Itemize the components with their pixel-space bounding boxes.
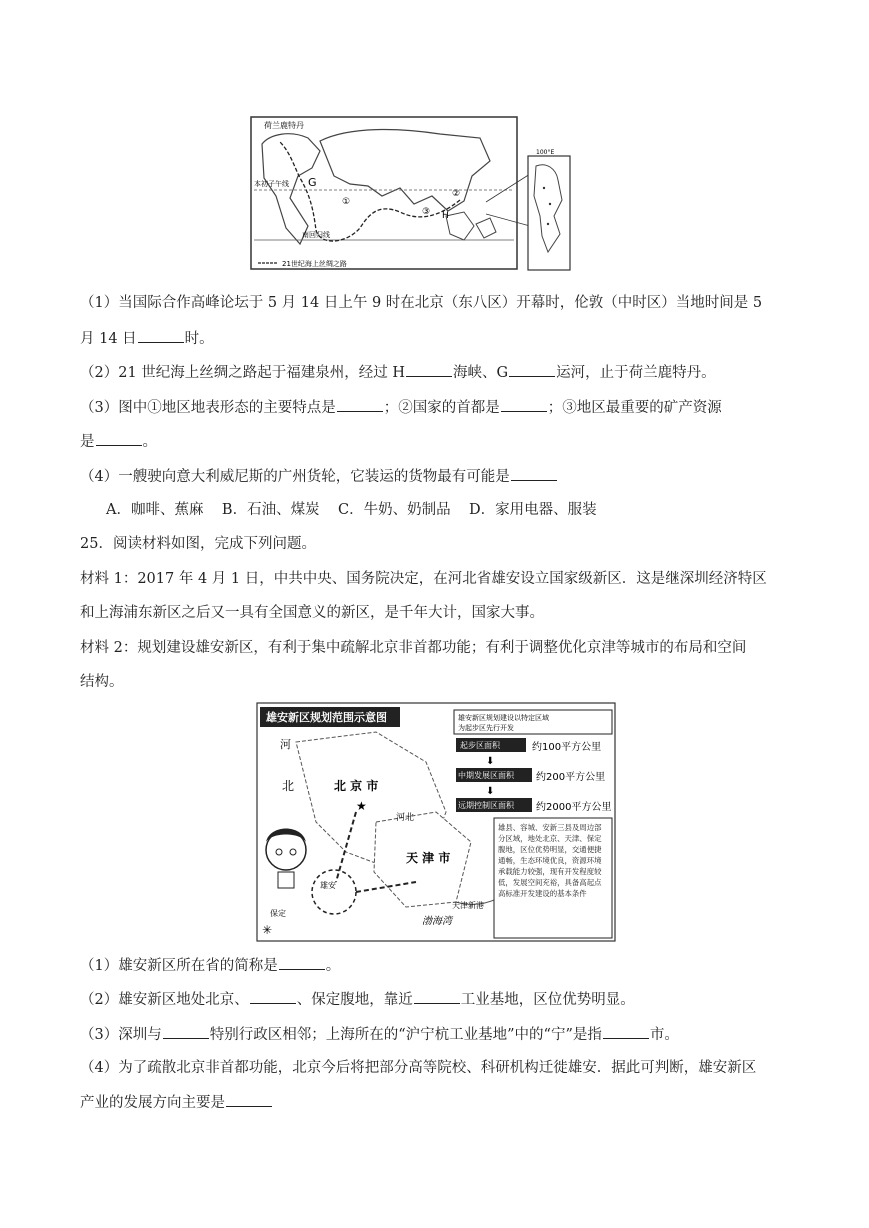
silk-road-map-svg bbox=[250, 116, 572, 272]
q24-part4 bbox=[80, 466, 558, 487]
label-xiongan: 雄安 bbox=[320, 881, 336, 890]
answer-blank[interactable] bbox=[406, 362, 452, 377]
xiongan-map-title: 雄安新区规划范围示意图 bbox=[266, 711, 387, 724]
label-bohai: 渤海湾 bbox=[422, 916, 452, 927]
sun-icon: ✳ bbox=[262, 923, 273, 937]
label-beijing: 北 京 市 bbox=[334, 779, 379, 793]
answer-blank[interactable] bbox=[250, 989, 296, 1004]
q25-material1-line2: 和上海浦东新区之后又一具有全国意义的新区，是千年大计，国家大事。 bbox=[80, 605, 544, 621]
q24-part1-line2 bbox=[80, 328, 214, 349]
plan-row-label: 远期控制区面积 bbox=[458, 801, 514, 810]
q24-part3-text: （3）图中①地区地表形态的主要特点是 bbox=[80, 400, 336, 416]
answer-blank[interactable] bbox=[414, 989, 460, 1004]
label-meridian: 本初子午线 bbox=[254, 180, 289, 188]
label-tianjin-port: 天津新港 bbox=[452, 901, 484, 910]
q24-part3b-text-end: 。 bbox=[142, 434, 157, 450]
q24-options: A．咖啡、蕉麻 B．石油、煤炭 C．牛奶、奶制品 D．家用电器、服装 bbox=[106, 502, 597, 518]
q24-part3-line1 bbox=[80, 397, 722, 418]
answer-blank[interactable] bbox=[337, 397, 383, 412]
plan-row-value: 约100平方公里 bbox=[532, 742, 602, 753]
plan-note: 雄县、容城、安新三县及周边部分区域，地处北京、天津、保定腹地，区位优势明显，交通便捷通畅，生态环境优良，资源环境承载能力较强，现有开发程度较低，发展空间充裕，具备高起点高标准开发建设的基本条件 bbox=[498, 823, 602, 898]
q25-part3 bbox=[80, 1024, 679, 1045]
plan-row-value: 约200平方公里 bbox=[536, 772, 606, 783]
q25-part3-text-mid: 特别行政区相邻；上海所在的“沪宁杭工业基地”中的“宁”是指 bbox=[209, 1027, 602, 1043]
q24-part2 bbox=[80, 362, 716, 383]
q24-part2-text-mid: 海峡、G bbox=[453, 365, 509, 381]
q25-part4-line1: （4）为了疏散北京非首都功能，北京今后将把部分高等院校、科研机构迁徙雄安．据此可判断，雄安新区 bbox=[80, 1060, 757, 1076]
answer-blank[interactable] bbox=[96, 431, 142, 446]
q25-part4-text: 产业的发展方向主要是 bbox=[80, 1095, 225, 1111]
q25-part1-text: （1）雄安新区所在省的简称是 bbox=[80, 958, 278, 974]
label-tropic: 南回归线 bbox=[302, 231, 330, 239]
star-icon: ★ bbox=[356, 799, 367, 813]
answer-blank[interactable] bbox=[138, 328, 184, 343]
label-tianjin: 天 津 市 bbox=[406, 851, 451, 865]
q25-material1-line1: 材料 1：2017 年 4 月 1 日，中共中央、国务院决定，在河北省雄安设立国家级新区．这是继深圳经济特区 bbox=[80, 571, 767, 587]
q25-part1 bbox=[80, 955, 340, 976]
q25-part3-text: （3）深圳与 bbox=[80, 1027, 162, 1043]
inset-longitude: 100°E bbox=[536, 149, 555, 156]
q24-part4-text: （4）一艘驶向意大利威尼斯的广州货轮，它装运的货物最有可能是 bbox=[80, 469, 510, 485]
q25-part1-text-end: 。 bbox=[325, 958, 341, 974]
arrow-down-icon: ⬇ bbox=[486, 756, 495, 767]
answer-blank[interactable] bbox=[603, 1024, 649, 1039]
answer-blank[interactable] bbox=[501, 397, 547, 412]
arrow-down-icon: ⬇ bbox=[486, 786, 495, 797]
q25-part2-text: （2）雄安新区地处北京、 bbox=[80, 992, 249, 1008]
label-baoding: 保定 bbox=[270, 909, 286, 918]
label-langfang: 河北 bbox=[396, 813, 415, 823]
label-g: G bbox=[308, 176, 317, 189]
q25-part4-line2 bbox=[80, 1092, 273, 1113]
answer-blank[interactable] bbox=[511, 466, 557, 481]
label-he: 河 bbox=[280, 738, 291, 751]
plan-header-1: 雄安新区规划建设以特定区域 bbox=[458, 714, 549, 722]
xiongan-map-svg bbox=[256, 702, 616, 942]
q25-material2-line2: 结构。 bbox=[80, 674, 124, 690]
xiongan-map bbox=[256, 702, 616, 942]
label-rotterdam: 荷兰鹿特丹 bbox=[264, 121, 304, 130]
q25-part2-text-mid: 、保定腹地，靠近 bbox=[296, 992, 413, 1008]
q24-part1-text-end: 时。 bbox=[184, 331, 214, 347]
plan-row-value: 约2000平方公里 bbox=[536, 802, 612, 813]
q25-part2-text-end: 工业基地，区位优势明显。 bbox=[460, 992, 635, 1008]
q25-material2-line1: 材料 2：规划建设雄安新区，有利于集中疏解北京非首都功能；有利于调整优化京津等城市的布局和空间 bbox=[80, 640, 747, 656]
q24-part3b-text: 是 bbox=[80, 434, 95, 450]
q24-part3-line2 bbox=[80, 431, 157, 452]
q24-part3-text-mid: ；②国家的首都是 bbox=[383, 400, 500, 416]
plan-row-label: 中期发展区面积 bbox=[458, 771, 514, 780]
label-hebei: 北 bbox=[282, 779, 295, 793]
plan-header-2: 为起步区先行开发 bbox=[458, 724, 514, 732]
label-region-3: ③ bbox=[422, 207, 431, 217]
q24-part3-text-end: ；③地区最重要的矿产资源 bbox=[547, 400, 722, 416]
silk-road-map bbox=[250, 116, 572, 272]
answer-blank[interactable] bbox=[226, 1092, 272, 1107]
q25-part2 bbox=[80, 989, 635, 1010]
q24-part1-line1: （1）当国际合作高峰论坛于 5 月 14 日上午 9 时在北京（东八区）开幕时，伦敦（中时区）当地时间是 5 bbox=[80, 295, 763, 311]
legend-route: 21世纪海上丝绸之路 bbox=[282, 260, 347, 268]
label-region-1: ① bbox=[342, 197, 351, 207]
plan-row-label: 起步区面积 bbox=[460, 741, 500, 750]
answer-blank[interactable] bbox=[163, 1024, 209, 1039]
q25-part3-text-end: 市。 bbox=[649, 1027, 679, 1043]
answer-blank[interactable] bbox=[509, 362, 555, 377]
q24-part1-text: 月 14 日 bbox=[80, 331, 137, 347]
answer-blank[interactable] bbox=[279, 955, 325, 970]
label-h: H bbox=[442, 211, 449, 221]
q25-title: 25．阅读材料如图，完成下列问题。 bbox=[80, 536, 316, 552]
label-region-2: ② bbox=[452, 189, 461, 199]
q24-part2-text: （2）21 世纪海上丝绸之路起于福建泉州，经过 H bbox=[80, 365, 406, 381]
q24-part2-text-end: 运河，止于荷兰鹿特丹。 bbox=[556, 365, 716, 381]
